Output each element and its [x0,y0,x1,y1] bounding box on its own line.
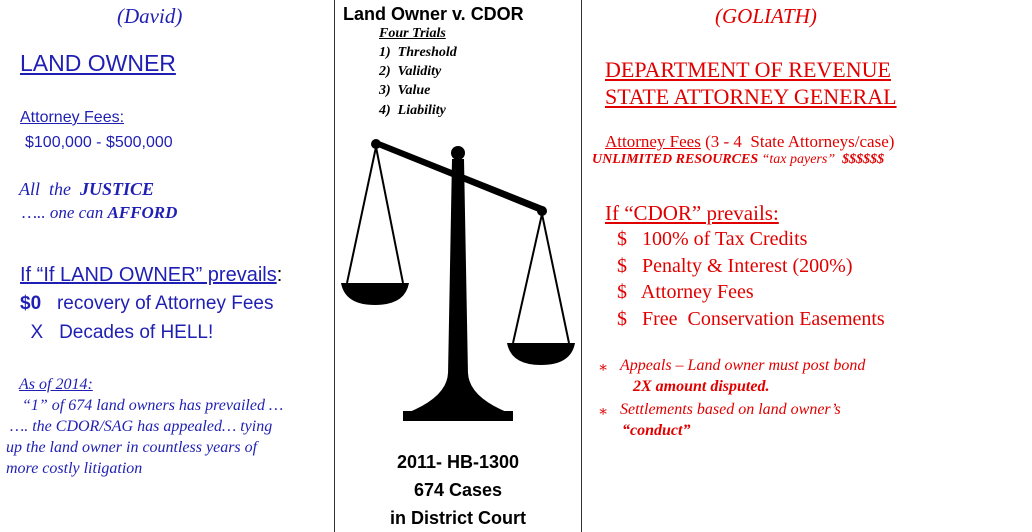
if-cdor-prevails: If “CDOR” prevails: [605,201,779,225]
state-attorney-fees: Attorney Fees (3 - 4 State Attorneys/case) [605,132,895,151]
department-of-revenue-heading: DEPARTMENT OF REVENUE [605,57,891,82]
case-title: Land Owner v. CDOR [343,4,524,24]
justice-line-2: ….. one can AFFORD [22,203,178,222]
note-line-2: …. the CDOR/SAG has appealed… tying [10,418,273,435]
goliath-label: (GOLIATH) [715,4,817,28]
district-court: in District Court [389,508,526,528]
trial-item: 3) Value [379,83,431,98]
attorney-fees-value: $100,000 - $500,000 [25,134,173,151]
state-attorney-general-heading: STATE ATTORNEY GENERAL [605,84,897,109]
cdor-item: $ Penalty & Interest (200%) [617,255,853,277]
trial-item: 1) Threshold [379,45,457,60]
if-land-owner-prevails: If “If LAND OWNER” prevails: [20,264,283,286]
note-line-4: more costly litigation [6,460,143,477]
decades-line: X Decades of HELL! [20,322,214,343]
asterisk-icon: ∗ [598,360,609,376]
note-line-3: up the land owner in countless years of [6,439,258,456]
scales-of-justice-icon [335,135,580,445]
as-of-2014: As of 2014: [19,376,93,393]
four-trials-heading: Four Trials [379,26,446,41]
settlements-note: Settlements based on land owner’s [620,401,841,418]
trial-item: 4) Liability [379,103,446,118]
cdor-item: $ Attorney Fees [617,281,754,303]
cdor-item: $ 100% of Tax Credits [617,228,808,250]
unlimited-resources: UNLIMITED RESOURCES “tax payers” $$$$$$ [592,152,885,167]
land-owner-heading: LAND OWNER [20,50,176,76]
note-line-1: “1” of 674 land owners has prevailed … [14,397,284,414]
attorney-fees-label: Attorney Fees: [20,109,125,126]
bill-number: 2011- HB-1300 [396,452,520,472]
david-label: (David) [117,4,183,28]
cdor-item: $ Free Conservation Easements [617,308,885,330]
recovery-line: $0 recovery of Attorney Fees [20,293,274,314]
appeals-note: Appeals – Land owner must post bond [620,357,866,374]
justice-line-1: All the JUSTICE [19,179,155,199]
trial-item: 2) Validity [379,64,442,79]
settlements-note-conduct: “conduct” [622,422,691,439]
case-count: 674 Cases [413,480,503,500]
asterisk-icon: ∗ [598,404,609,420]
appeals-note-amount: 2X amount disputed. [633,378,770,395]
right-divider [581,0,582,532]
